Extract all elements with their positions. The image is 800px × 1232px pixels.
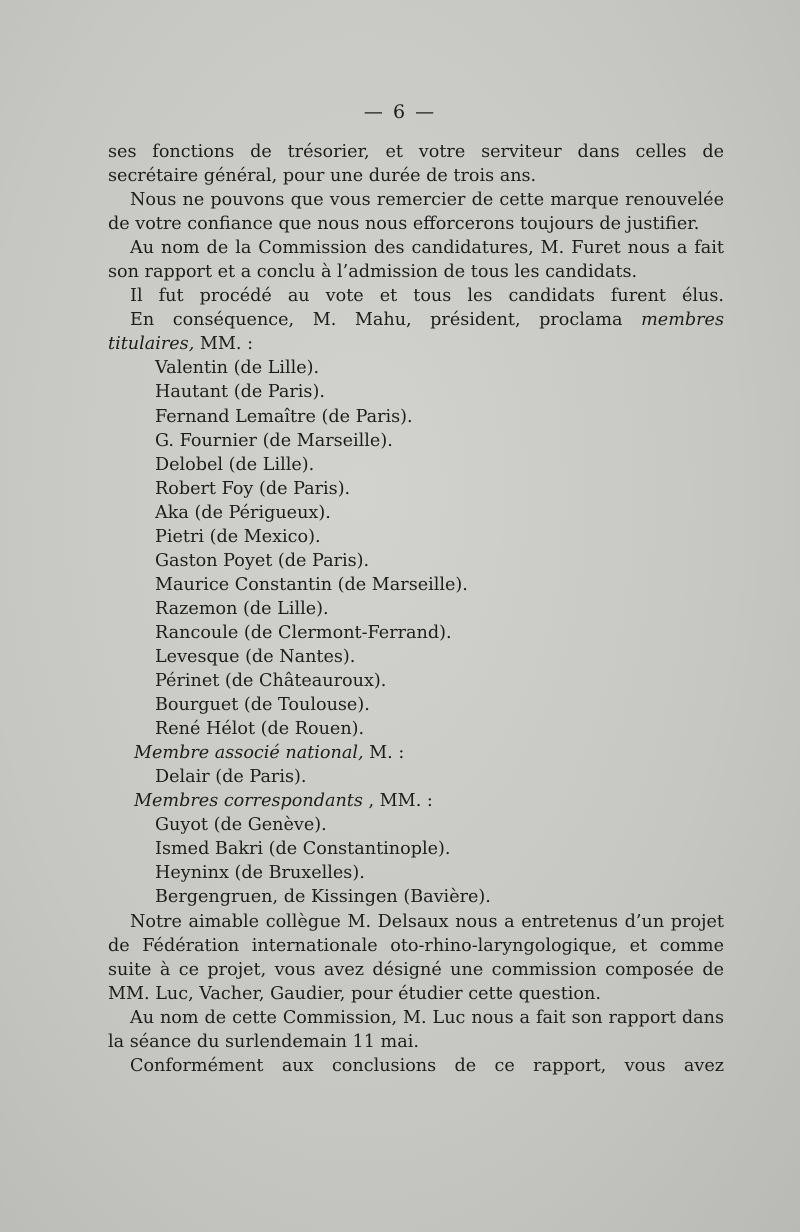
body-text: [108, 140, 724, 1078]
list-item: Delobel (de Lille).: [155, 454, 315, 475]
page-number: — 6 —: [363, 101, 437, 123]
correspondants-suffix: , MM. :: [362, 791, 433, 812]
list-titulaires: [108, 356, 724, 741]
list-item: Levesque (de Nantes).: [155, 646, 356, 667]
associe-label: Membre associé national,: [134, 743, 364, 764]
list-item: Razemon (de Lille).: [155, 598, 329, 619]
paragraph-conclusions: Conformément aux conclusions de ce rapport, vous avez: [130, 1055, 724, 1076]
list-item: Bergengruen, de Kissingen (Bavière).: [155, 887, 491, 908]
list-item: Hautant (de Paris).: [155, 382, 325, 403]
list-item: Valentin (de Lille).: [155, 358, 320, 379]
list-item: Pietri (de Mexico).: [155, 526, 321, 547]
list-item: Ismed Bakri (de Constantinople).: [155, 839, 451, 860]
list-item: Rancoule (de Clermont-Ferrand).: [155, 622, 452, 643]
proclamation-text: En conséquence, M. Mahu, président, proclama: [130, 310, 642, 331]
correspondants-label: Membres correspondants: [134, 791, 363, 812]
list-item: Aka (de Périgueux).: [155, 502, 331, 523]
paragraph-commission-report: Au nom de la Commission des candidatures, M. Furet nous a fait son rapport et a conclu à l’admission de tous les candidats.: [108, 238, 724, 283]
list-item: Heyninx (de Bruxelles).: [155, 863, 365, 884]
list-item: Gaston Poyet (de Paris).: [155, 550, 370, 571]
list-item: Fernand Lemaître (de Paris).: [155, 406, 413, 427]
list-item: Périnet (de Châteauroux).: [155, 671, 387, 692]
proclamation-category: membres titulaires,: [108, 310, 724, 355]
list-item: Maurice Constantin (de Marseille).: [155, 574, 468, 595]
paragraph-thanks: Nous ne pouvons que vous remercier de cette marque renouvelée de votre confiance que nous nous efforcerons toujours de justifier.: [108, 190, 724, 235]
heading-correspondants: [108, 789, 724, 813]
paragraph-treasurer: ses fonctions de trésorier, et votre serviteur dans celles de secrétaire général, pour une durée de trois ans.: [108, 142, 724, 187]
list-item: René Hélot (de Rouen).: [155, 719, 365, 740]
paragraph-vote: Il fut procédé au vote et tous les candidats furent élus.: [130, 286, 724, 307]
paragraph-luc-report: Au nom de cette Commission, M. Luc nous a fait son rapport dans la séance du surlendemain 11 mai.: [108, 1007, 724, 1052]
proclamation-suffix: MM. :: [194, 334, 254, 355]
list-item: Guyot (de Genève).: [155, 815, 327, 836]
list-item: Robert Foy (de Paris).: [155, 478, 351, 499]
paragraph-proclamation: [108, 308, 724, 356]
associe-suffix: M. :: [363, 743, 405, 764]
heading-associe: [108, 741, 724, 765]
list-item: G. Fournier (de Marseille).: [155, 430, 393, 451]
list-item: Delair (de Paris).: [155, 767, 307, 788]
paragraph-federation: Notre aimable collègue M. Delsaux nous a entretenus d’un projet de Fédération internationale oto-rhino-laryngologique, et comme suite à ce projet, vous avez désigné une commission composée de MM. Luc, Vacher, Gaudier, pour étudier cette question.: [108, 911, 724, 1004]
list-item: Bourguet (de Toulouse).: [155, 695, 370, 716]
